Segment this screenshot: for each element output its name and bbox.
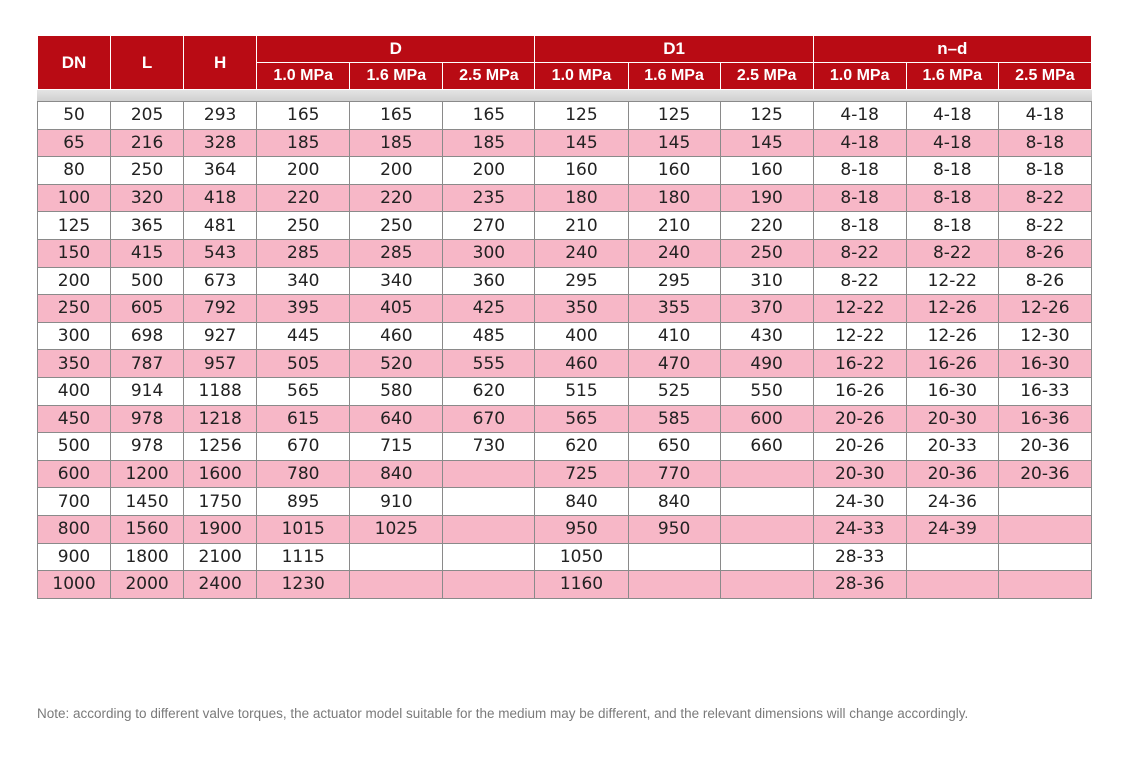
table-cell [443,515,535,543]
table-cell [998,515,1091,543]
table-cell: 20-36 [998,433,1091,461]
table-cell: 300 [38,322,111,350]
table-cell: 670 [443,405,535,433]
table-cell: 895 [257,488,350,516]
table-cell: 190 [720,184,813,212]
table-cell: 210 [535,212,628,240]
table-cell: 20-26 [813,433,906,461]
table-cell: 620 [443,377,535,405]
table-cell: 365 [111,212,184,240]
table-cell: 12-26 [906,295,998,323]
table-cell: 300 [443,239,535,267]
table-cell: 293 [184,102,257,130]
table-cell: 1050 [535,543,628,571]
table-cell: 460 [350,322,443,350]
table-cell: 485 [443,322,535,350]
table-cell: 1450 [111,488,184,516]
table-cell [720,488,813,516]
table-cell: 978 [111,405,184,433]
table-cell: 543 [184,239,257,267]
table-cell: 4-18 [813,129,906,157]
table-cell: 950 [535,515,628,543]
table-cell: 650 [628,433,720,461]
header-l: L [111,36,184,90]
table-cell: 100 [38,184,111,212]
table-cell: 220 [720,212,813,240]
table-row [38,515,1092,543]
table-cell: 840 [628,488,720,516]
header-pressure: 2.5 MPa [443,63,535,90]
table-cell: 8-18 [906,184,998,212]
table-cell: 200 [443,157,535,185]
table-cell: 400 [535,322,628,350]
table-cell: 12-26 [906,322,998,350]
table-row [38,212,1092,240]
table-cell: 2400 [184,571,257,599]
table-cell: 250 [720,239,813,267]
table-cell: 216 [111,129,184,157]
table-cell: 450 [38,405,111,433]
table-cell: 1900 [184,515,257,543]
table-cell [720,460,813,488]
table-cell: 505 [257,350,350,378]
dimension-table-header [37,35,1092,90]
table-cell: 555 [443,350,535,378]
table-cell [720,515,813,543]
table-cell: 1256 [184,433,257,461]
table-cell: 978 [111,433,184,461]
table-cell [720,543,813,571]
table-cell: 145 [628,129,720,157]
table-cell: 12-22 [813,295,906,323]
table-cell: 957 [184,350,257,378]
table-cell: 515 [535,377,628,405]
table-cell: 20-26 [813,405,906,433]
table-cell: 200 [38,267,111,295]
table-cell: 185 [257,129,350,157]
table-cell: 65 [38,129,111,157]
table-cell: 8-22 [813,239,906,267]
table-cell: 24-30 [813,488,906,516]
header-pressure: 2.5 MPa [720,63,813,90]
table-cell: 550 [720,377,813,405]
table-cell: 235 [443,184,535,212]
table-cell: 8-18 [813,157,906,185]
table-cell: 620 [535,433,628,461]
table-row [38,433,1092,461]
table-cell [906,543,998,571]
table-row [38,488,1092,516]
table-cell: 1115 [257,543,350,571]
table-cell: 8-18 [906,212,998,240]
table-cell: 160 [535,157,628,185]
header-pressure: 1.6 MPa [350,63,443,90]
table-row [38,239,1092,267]
table-cell [998,543,1091,571]
table-cell: 16-30 [906,377,998,405]
table-cell: 125 [720,102,813,130]
table-cell: 310 [720,267,813,295]
table-cell: 4-18 [998,102,1091,130]
table-cell: 220 [257,184,350,212]
table-cell: 250 [257,212,350,240]
footnote: Note: according to different valve torques, the actuator model suitable for the medium may be different, and the relevant dimensions will change accordingly. [37,706,969,721]
table-cell: 320 [111,184,184,212]
table-cell: 125 [38,212,111,240]
table-cell: 210 [628,212,720,240]
table-cell: 145 [535,129,628,157]
table-cell: 1000 [38,571,111,599]
table-cell: 200 [257,157,350,185]
header-pressure: 1.6 MPa [906,63,998,90]
dimension-table-wrapper [37,35,1092,599]
table-cell: 400 [38,377,111,405]
table-cell: 1015 [257,515,350,543]
table-cell: 1188 [184,377,257,405]
table-cell: 285 [257,239,350,267]
table-cell: 350 [535,295,628,323]
table-cell: 725 [535,460,628,488]
table-cell: 600 [38,460,111,488]
table-cell: 605 [111,295,184,323]
table-cell: 12-22 [906,267,998,295]
table-cell: 410 [628,322,720,350]
table-cell [350,571,443,599]
table-cell: 150 [38,239,111,267]
table-cell: 580 [350,377,443,405]
table-cell: 8-18 [998,157,1091,185]
table-cell: 145 [720,129,813,157]
table-row [38,460,1092,488]
table-cell: 185 [443,129,535,157]
table-cell: 2000 [111,571,184,599]
table-cell: 8-18 [906,157,998,185]
table-cell [443,460,535,488]
header-pressure: 1.0 MPa [813,63,906,90]
header-h: H [184,36,257,90]
table-cell [720,571,813,599]
table-cell: 250 [38,295,111,323]
table-cell: 24-33 [813,515,906,543]
header-pressure: 2.5 MPa [998,63,1091,90]
table-cell: 285 [350,239,443,267]
table-cell: 950 [628,515,720,543]
table-cell [906,571,998,599]
header-group-nd: n–d [813,36,1091,63]
table-cell: 1218 [184,405,257,433]
table-cell: 500 [111,267,184,295]
table-cell: 500 [38,433,111,461]
table-cell: 565 [257,377,350,405]
table-cell: 20-30 [906,405,998,433]
table-cell: 180 [535,184,628,212]
table-cell: 600 [720,405,813,433]
table-cell: 1230 [257,571,350,599]
table-cell: 4-18 [906,129,998,157]
table-cell: 12-30 [998,322,1091,350]
table-row [38,184,1092,212]
dimension-table-body [37,101,1092,599]
header-divider [37,90,1092,101]
table-cell: 1800 [111,543,184,571]
table-cell: 481 [184,212,257,240]
table-cell: 640 [350,405,443,433]
table-cell: 670 [257,433,350,461]
table-cell: 165 [443,102,535,130]
table-cell: 340 [350,267,443,295]
table-cell: 20-33 [906,433,998,461]
table-cell: 660 [720,433,813,461]
table-cell: 900 [38,543,111,571]
table-cell: 12-22 [813,322,906,350]
table-cell: 160 [720,157,813,185]
table-cell: 8-18 [813,184,906,212]
table-cell: 792 [184,295,257,323]
table-cell: 787 [111,350,184,378]
table-cell: 1560 [111,515,184,543]
table-cell: 355 [628,295,720,323]
table-row [38,405,1092,433]
table-cell: 350 [38,350,111,378]
table-cell: 840 [350,460,443,488]
table-cell: 1200 [111,460,184,488]
table-cell: 8-22 [998,184,1091,212]
table-cell: 185 [350,129,443,157]
table-cell: 418 [184,184,257,212]
table-cell: 80 [38,157,111,185]
table-cell: 2100 [184,543,257,571]
table-row [38,157,1092,185]
table-cell: 520 [350,350,443,378]
table-cell: 914 [111,377,184,405]
table-cell [628,543,720,571]
table-cell: 200 [350,157,443,185]
table-cell: 910 [350,488,443,516]
table-cell: 490 [720,350,813,378]
table-cell: 615 [257,405,350,433]
table-cell: 20-36 [998,460,1091,488]
table-cell: 16-26 [813,377,906,405]
table-cell: 360 [443,267,535,295]
table-row [38,267,1092,295]
table-cell: 16-26 [906,350,998,378]
table-cell: 1025 [350,515,443,543]
table-cell: 4-18 [906,102,998,130]
table-cell: 700 [38,488,111,516]
header-group-d1: D1 [535,36,813,63]
table-row [38,571,1092,599]
table-cell: 715 [350,433,443,461]
table-cell: 160 [628,157,720,185]
table-cell: 405 [350,295,443,323]
header-group-d: D [257,36,535,63]
table-row [38,295,1092,323]
table-cell: 240 [628,239,720,267]
table-cell: 780 [257,460,350,488]
table-row [38,543,1092,571]
table-cell: 800 [38,515,111,543]
table-cell: 425 [443,295,535,323]
table-cell: 295 [535,267,628,295]
table-cell: 50 [38,102,111,130]
table-cell: 8-18 [998,129,1091,157]
table-cell: 16-33 [998,377,1091,405]
table-row [38,102,1092,130]
table-cell: 24-39 [906,515,998,543]
table-cell: 220 [350,184,443,212]
table-cell: 20-36 [906,460,998,488]
table-row [38,377,1092,405]
table-cell: 295 [628,267,720,295]
table-cell [350,543,443,571]
table-cell: 698 [111,322,184,350]
table-cell [998,571,1091,599]
table-cell: 445 [257,322,350,350]
table-cell: 673 [184,267,257,295]
table-row [38,350,1092,378]
table-cell: 16-30 [998,350,1091,378]
table-cell: 395 [257,295,350,323]
header-pressure: 1.6 MPa [628,63,720,90]
table-cell: 585 [628,405,720,433]
table-cell: 415 [111,239,184,267]
table-cell: 270 [443,212,535,240]
table-cell: 8-26 [998,267,1091,295]
table-cell: 16-22 [813,350,906,378]
table-cell: 250 [111,157,184,185]
table-cell: 1600 [184,460,257,488]
header-pressure: 1.0 MPa [257,63,350,90]
table-cell [443,571,535,599]
table-cell [443,488,535,516]
table-cell: 1160 [535,571,628,599]
table-cell: 770 [628,460,720,488]
table-cell: 4-18 [813,102,906,130]
table-cell: 328 [184,129,257,157]
table-cell: 8-22 [998,212,1091,240]
header-pressure: 1.0 MPa [535,63,628,90]
table-cell: 364 [184,157,257,185]
table-cell: 125 [628,102,720,130]
table-cell: 927 [184,322,257,350]
table-cell: 525 [628,377,720,405]
table-cell [628,571,720,599]
table-cell: 730 [443,433,535,461]
table-cell: 240 [535,239,628,267]
table-cell: 340 [257,267,350,295]
table-cell: 565 [535,405,628,433]
table-cell: 16-36 [998,405,1091,433]
table-cell: 125 [535,102,628,130]
table-cell: 24-36 [906,488,998,516]
table-cell: 840 [535,488,628,516]
table-cell: 250 [350,212,443,240]
table-row [38,322,1092,350]
header-dn: DN [38,36,111,90]
table-cell: 460 [535,350,628,378]
table-cell: 20-30 [813,460,906,488]
table-cell: 430 [720,322,813,350]
table-cell: 8-22 [906,239,998,267]
table-cell: 180 [628,184,720,212]
table-cell: 165 [257,102,350,130]
table-cell: 8-26 [998,239,1091,267]
table-cell: 8-22 [813,267,906,295]
table-cell: 205 [111,102,184,130]
table-cell: 165 [350,102,443,130]
table-cell: 370 [720,295,813,323]
table-cell: 8-18 [813,212,906,240]
table-cell [998,488,1091,516]
table-cell: 28-33 [813,543,906,571]
table-cell: 12-26 [998,295,1091,323]
table-cell: 470 [628,350,720,378]
table-row [38,129,1092,157]
table-cell: 28-36 [813,571,906,599]
table-cell [443,543,535,571]
table-cell: 1750 [184,488,257,516]
